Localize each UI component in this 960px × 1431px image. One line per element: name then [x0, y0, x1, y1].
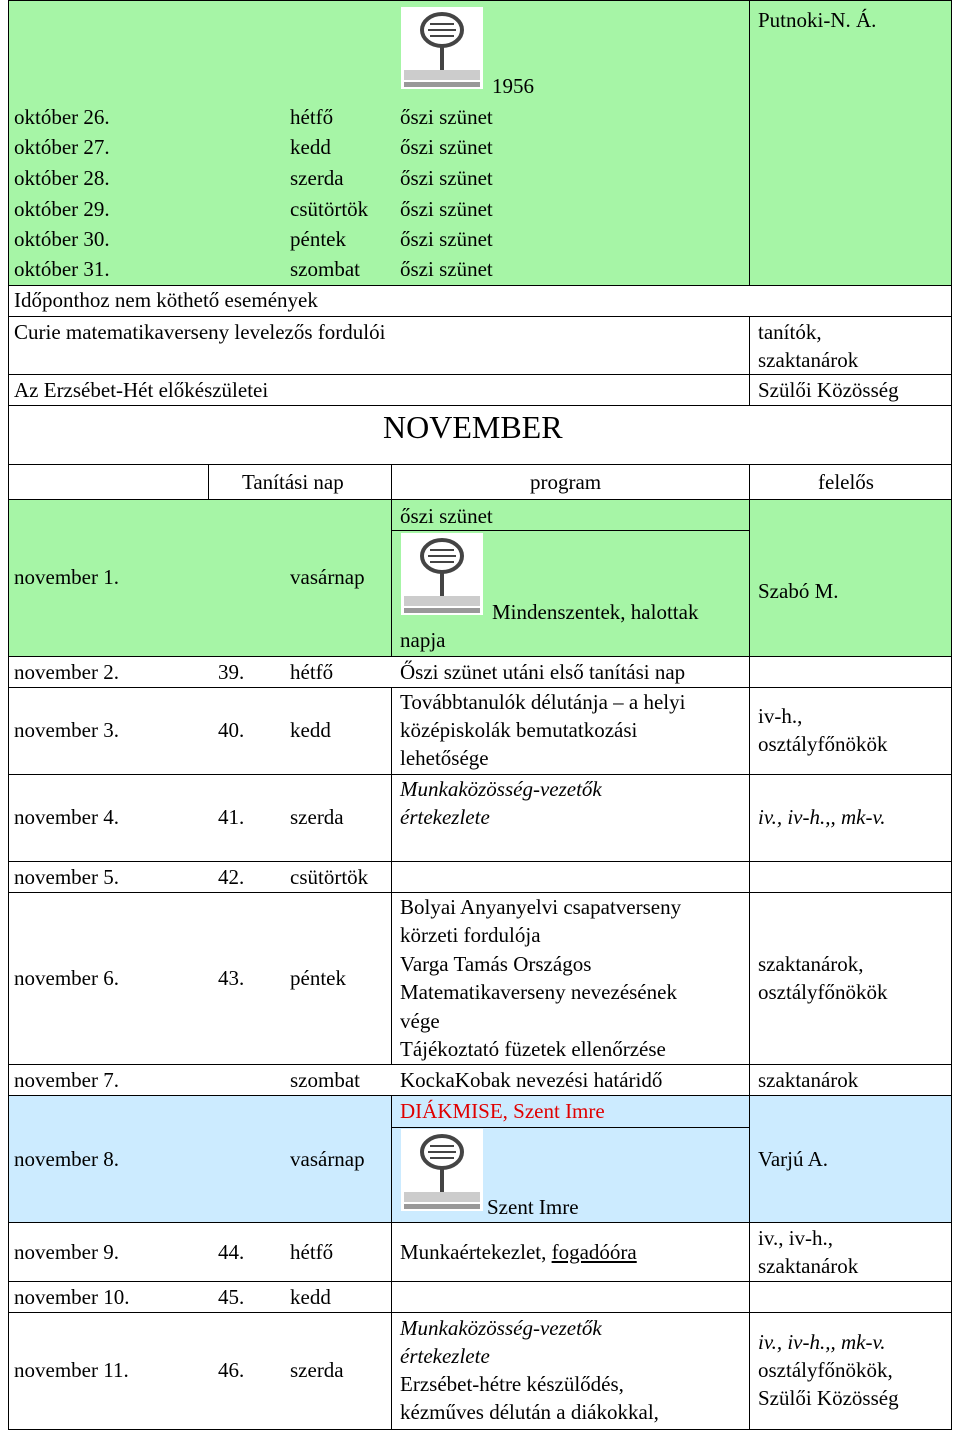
- column-header-day: Tanítási nap: [242, 470, 344, 494]
- mass-event-label: DIÁKMISE, Szent Imre: [400, 1099, 605, 1123]
- microphone-logo: [400, 6, 484, 90]
- header-date-cell: [8, 464, 209, 500]
- october-resp-block: [749, 0, 952, 316]
- misc-event-2: Az Erzsébet-Hét előkészületei: [14, 378, 269, 402]
- nov10-program-cell: [391, 1281, 750, 1313]
- author-name: Putnoki-N. Á.: [758, 8, 877, 32]
- microphone-logo: [400, 532, 484, 616]
- nov10-resp-cell: [749, 1281, 952, 1313]
- nov5-program-cell: [391, 861, 750, 893]
- parent-meeting-link: fogadóóra: [551, 1240, 637, 1264]
- month-title: NOVEMBER: [383, 409, 563, 445]
- misc-event-1: Curie matematikaverseny levelezős fordulói: [14, 320, 386, 344]
- october-block: [8, 0, 750, 316]
- nov1-day: vasárnap: [290, 565, 365, 589]
- year-label: 1956: [492, 74, 534, 98]
- misc-heading: Időponthoz nem köthető események: [14, 288, 318, 312]
- nov5-resp-cell: [749, 861, 952, 893]
- schedule-page: Putnoki-N. Á. 1956 október 26. hétfő őszi szünet október 27. kedd őszi szünet október 28. szerda őszi szünet október 29. csütörtök őszi szünet október 30. péntek őszi szünet október 31. szombat őszi szünet Időponthoz nem köthető események Curie matematikaverseny levelezős fordulói tanítók, szaktanárok Az Erzsébet-Hét előkészületei Szülői Közösség NOVEMBER Tanítási nap program felelős november 1. vasárnap őszi szünet Mindenszentek, halottak napja Szabó M. november 2. 39. hétfő Őszi szünet utáni első tanítási nap november 3. 40. kedd Továbbtanulók délutánja – a helyi középiskolák bemutatkozási lehetősége iv-h., osztályfőnökök november 4. 41. szerda Munkaközösség-vezetők értekezlete iv., iv-h.,, mk-v. november 5. 42. csütörtök november 6. 43. péntek Bolyai Anyanyelvi csapatverseny körzeti fordulója Varga Tamás Országos Matematikaverseny nevezésének vége Tájékoztató füzetek ellenőrzése szaktanárok, osztályfőnökök november 7. szombat KockaKobak nevezési határidő szaktanárok november 8. vasárnap DIÁKMISE, Szent Imre Szent Imre Varjú A. november 9. 44. hétfő Munkaértekezlet, fogadóóra iv., iv-h., szaktanárok november 10. 45. kedd november 11. 46. szerda Munkaközösség-vezetők értekezlete Erzsébet-hétre készülődés, kézműves délután a diákokkal, iv., iv-h.,, mk-v. osztályfőnökök, Szülői Közösség: [0, 0, 960, 1431]
- column-header-resp: felelős: [818, 470, 874, 494]
- column-header-program: program: [530, 470, 602, 494]
- nov2-resp-cell: [749, 656, 952, 688]
- microphone-logo: [400, 1128, 484, 1212]
- nov1-date: november 1.: [14, 565, 119, 589]
